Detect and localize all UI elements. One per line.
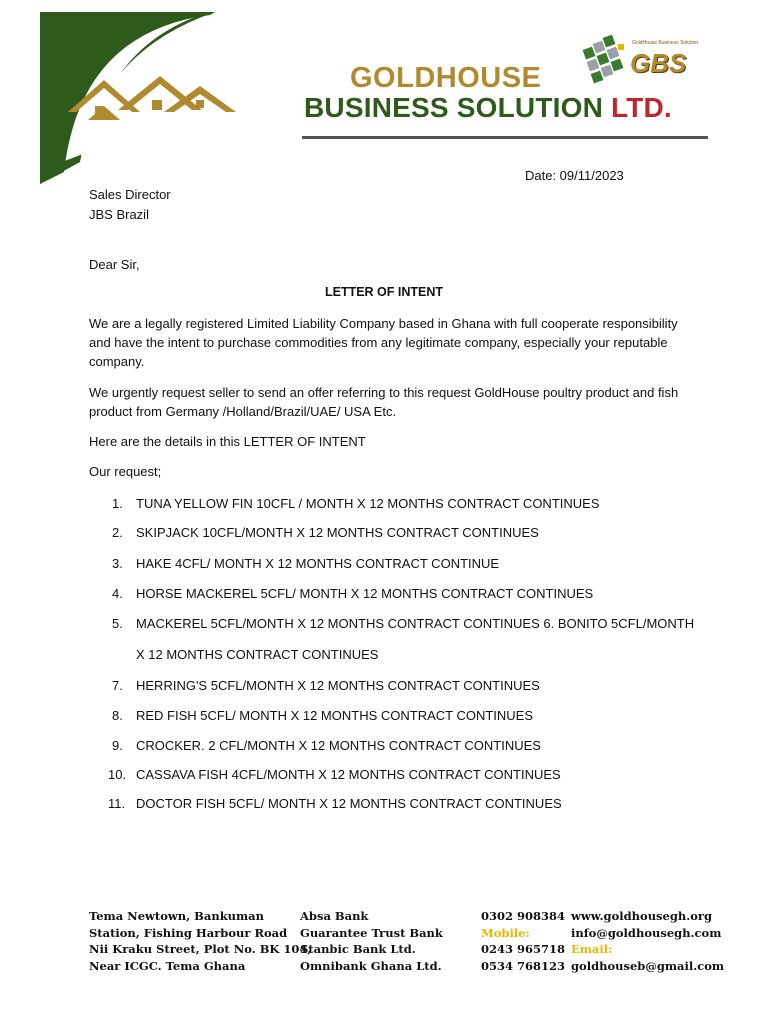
list-item-number: 2. xyxy=(112,525,123,540)
bank-name: Omnibank Ghana Ltd. xyxy=(300,958,442,973)
list-item-number: 10. xyxy=(108,767,127,782)
phone-number: 0302 908384 xyxy=(481,909,566,923)
list-item-number: 1. xyxy=(112,496,123,511)
header-divider xyxy=(302,136,708,139)
list-item-text: HORSE MACKEREL 5CFL/ MONTH X 12 MONTHS CONTRACT CONTINUES xyxy=(136,586,594,601)
list-item-text: DOCTOR FISH 5CFL/ MONTH X 12 MONTHS CONTRACT CONTINUES xyxy=(136,796,562,811)
brand-word-ltd: LTD. xyxy=(610,92,672,123)
mobile-label: Mobile: xyxy=(481,925,530,940)
list-item-text: MACKEREL 5CFL/MONTH X 12 MONTHS CONTRACT CONTINUES 6. BONITO 5CFL/MONTH xyxy=(136,616,695,631)
phone-number: 0534 768123 xyxy=(481,958,566,973)
list-item-text: HERRING'S 5CFL/MONTH X 12 MONTHS CONTRACT CONTINUES xyxy=(136,678,540,693)
address-line: Tema Newtown, Bankuman xyxy=(89,909,264,923)
list-item-text: HAKE 4CFL/ MONTH X 12 MONTHS CONTRACT CONTINUE xyxy=(136,556,500,571)
list-item xyxy=(112,736,541,755)
list-item xyxy=(112,554,499,573)
list-item-number: 5. xyxy=(112,616,123,631)
bank-name: Absa Bank xyxy=(300,909,369,923)
recipient-title: Sales Director xyxy=(89,187,171,202)
paragraph-intro: We are a legally registered Limited Liability Company based in Ghana with full cooperate responsibility and have the intent to purchase commodities from any legitimate company, especially your reputable company. xyxy=(89,316,678,369)
paragraph-details: Here are the details in this LETTER OF INTENT xyxy=(89,434,366,449)
list-item-text: RED FISH 5CFL/ MONTH X 12 MONTHS CONTRACT CONTINUES xyxy=(136,708,534,723)
list-item-text: CROCKER. 2 CFL/MONTH X 12 MONTHS CONTRACT CONTINUES xyxy=(136,738,541,753)
email-link[interactable]: goldhouseb@gmail.com xyxy=(571,958,725,973)
letter-date: Date: 09/11/2023 xyxy=(525,168,624,183)
list-item xyxy=(112,494,600,513)
list-item-number: 8. xyxy=(112,708,123,723)
paragraph-our-request: Our request; xyxy=(89,464,162,479)
list-item-text: SKIPJACK 10CFL/MONTH X 12 MONTHS CONTRACT CONTINUES xyxy=(136,525,539,540)
brand-word-business: BUSINESS xyxy=(304,92,457,123)
address-line: Nii Kraku Street, Plot No. BK 104, xyxy=(89,942,312,956)
list-item-text: TUNA YELLOW FIN 10CFL / MONTH X 12 MONTHS CONTRACT CONTINUES xyxy=(136,496,600,511)
list-item-number: 7. xyxy=(112,678,123,693)
list-item-number: 4. xyxy=(112,586,123,601)
address-line: Station, Fishing Harbour Road xyxy=(89,925,288,940)
email-link[interactable]: info@goldhousegh.com xyxy=(571,925,722,940)
list-item xyxy=(112,584,593,603)
list-item-text: CASSAVA FISH 4CFL/MONTH X 12 MONTHS CONTRACT CONTINUES xyxy=(136,767,561,782)
bank-name: Stanbic Bank Ltd. xyxy=(300,942,416,956)
bank-name: Guarantee Trust Bank xyxy=(300,925,443,940)
letter-subject: LETTER OF INTENT xyxy=(324,285,444,299)
brand-name-business-solution xyxy=(304,92,672,124)
website-link[interactable]: www.goldhousegh.org xyxy=(571,909,713,923)
footer-banks xyxy=(300,908,443,974)
footer-address xyxy=(89,908,311,974)
list-item xyxy=(112,614,694,633)
list-item xyxy=(108,765,561,784)
list-item-number: 3. xyxy=(112,556,123,571)
list-item xyxy=(112,706,533,725)
brand-name-goldhouse: GOLDHOUSE xyxy=(350,62,542,94)
list-item-number: 11. xyxy=(108,796,126,811)
list-item-continuation xyxy=(112,645,378,664)
gbs-logo-text: GBS xyxy=(630,48,687,78)
gbs-tagline: GoldHouse Business Solution xyxy=(632,40,699,46)
list-item-text: X 12 MONTHS CONTRACT CONTINUES xyxy=(136,647,379,662)
footer-phones xyxy=(481,908,565,974)
salutation: Dear Sir, xyxy=(89,257,140,272)
list-item xyxy=(112,523,539,542)
list-item-number: 9. xyxy=(112,738,123,753)
email-label: Email: xyxy=(571,942,613,956)
list-item xyxy=(108,794,562,813)
phone-number: 0243 965718 xyxy=(481,942,566,956)
house-logo-icon xyxy=(68,72,240,122)
brand-word-solution: SOLUTION xyxy=(456,92,611,123)
recipient-company: JBS Brazil xyxy=(89,207,149,222)
list-item xyxy=(112,676,540,695)
paragraph-request: We urgently request seller to send an offer referring to this request GoldHouse poultry product and fish product from Germany /Holland/Brazil/UAE/ USA Etc. xyxy=(89,385,679,419)
address-line: Near ICGC. Tema Ghana xyxy=(89,958,246,973)
footer-contacts xyxy=(571,908,724,974)
